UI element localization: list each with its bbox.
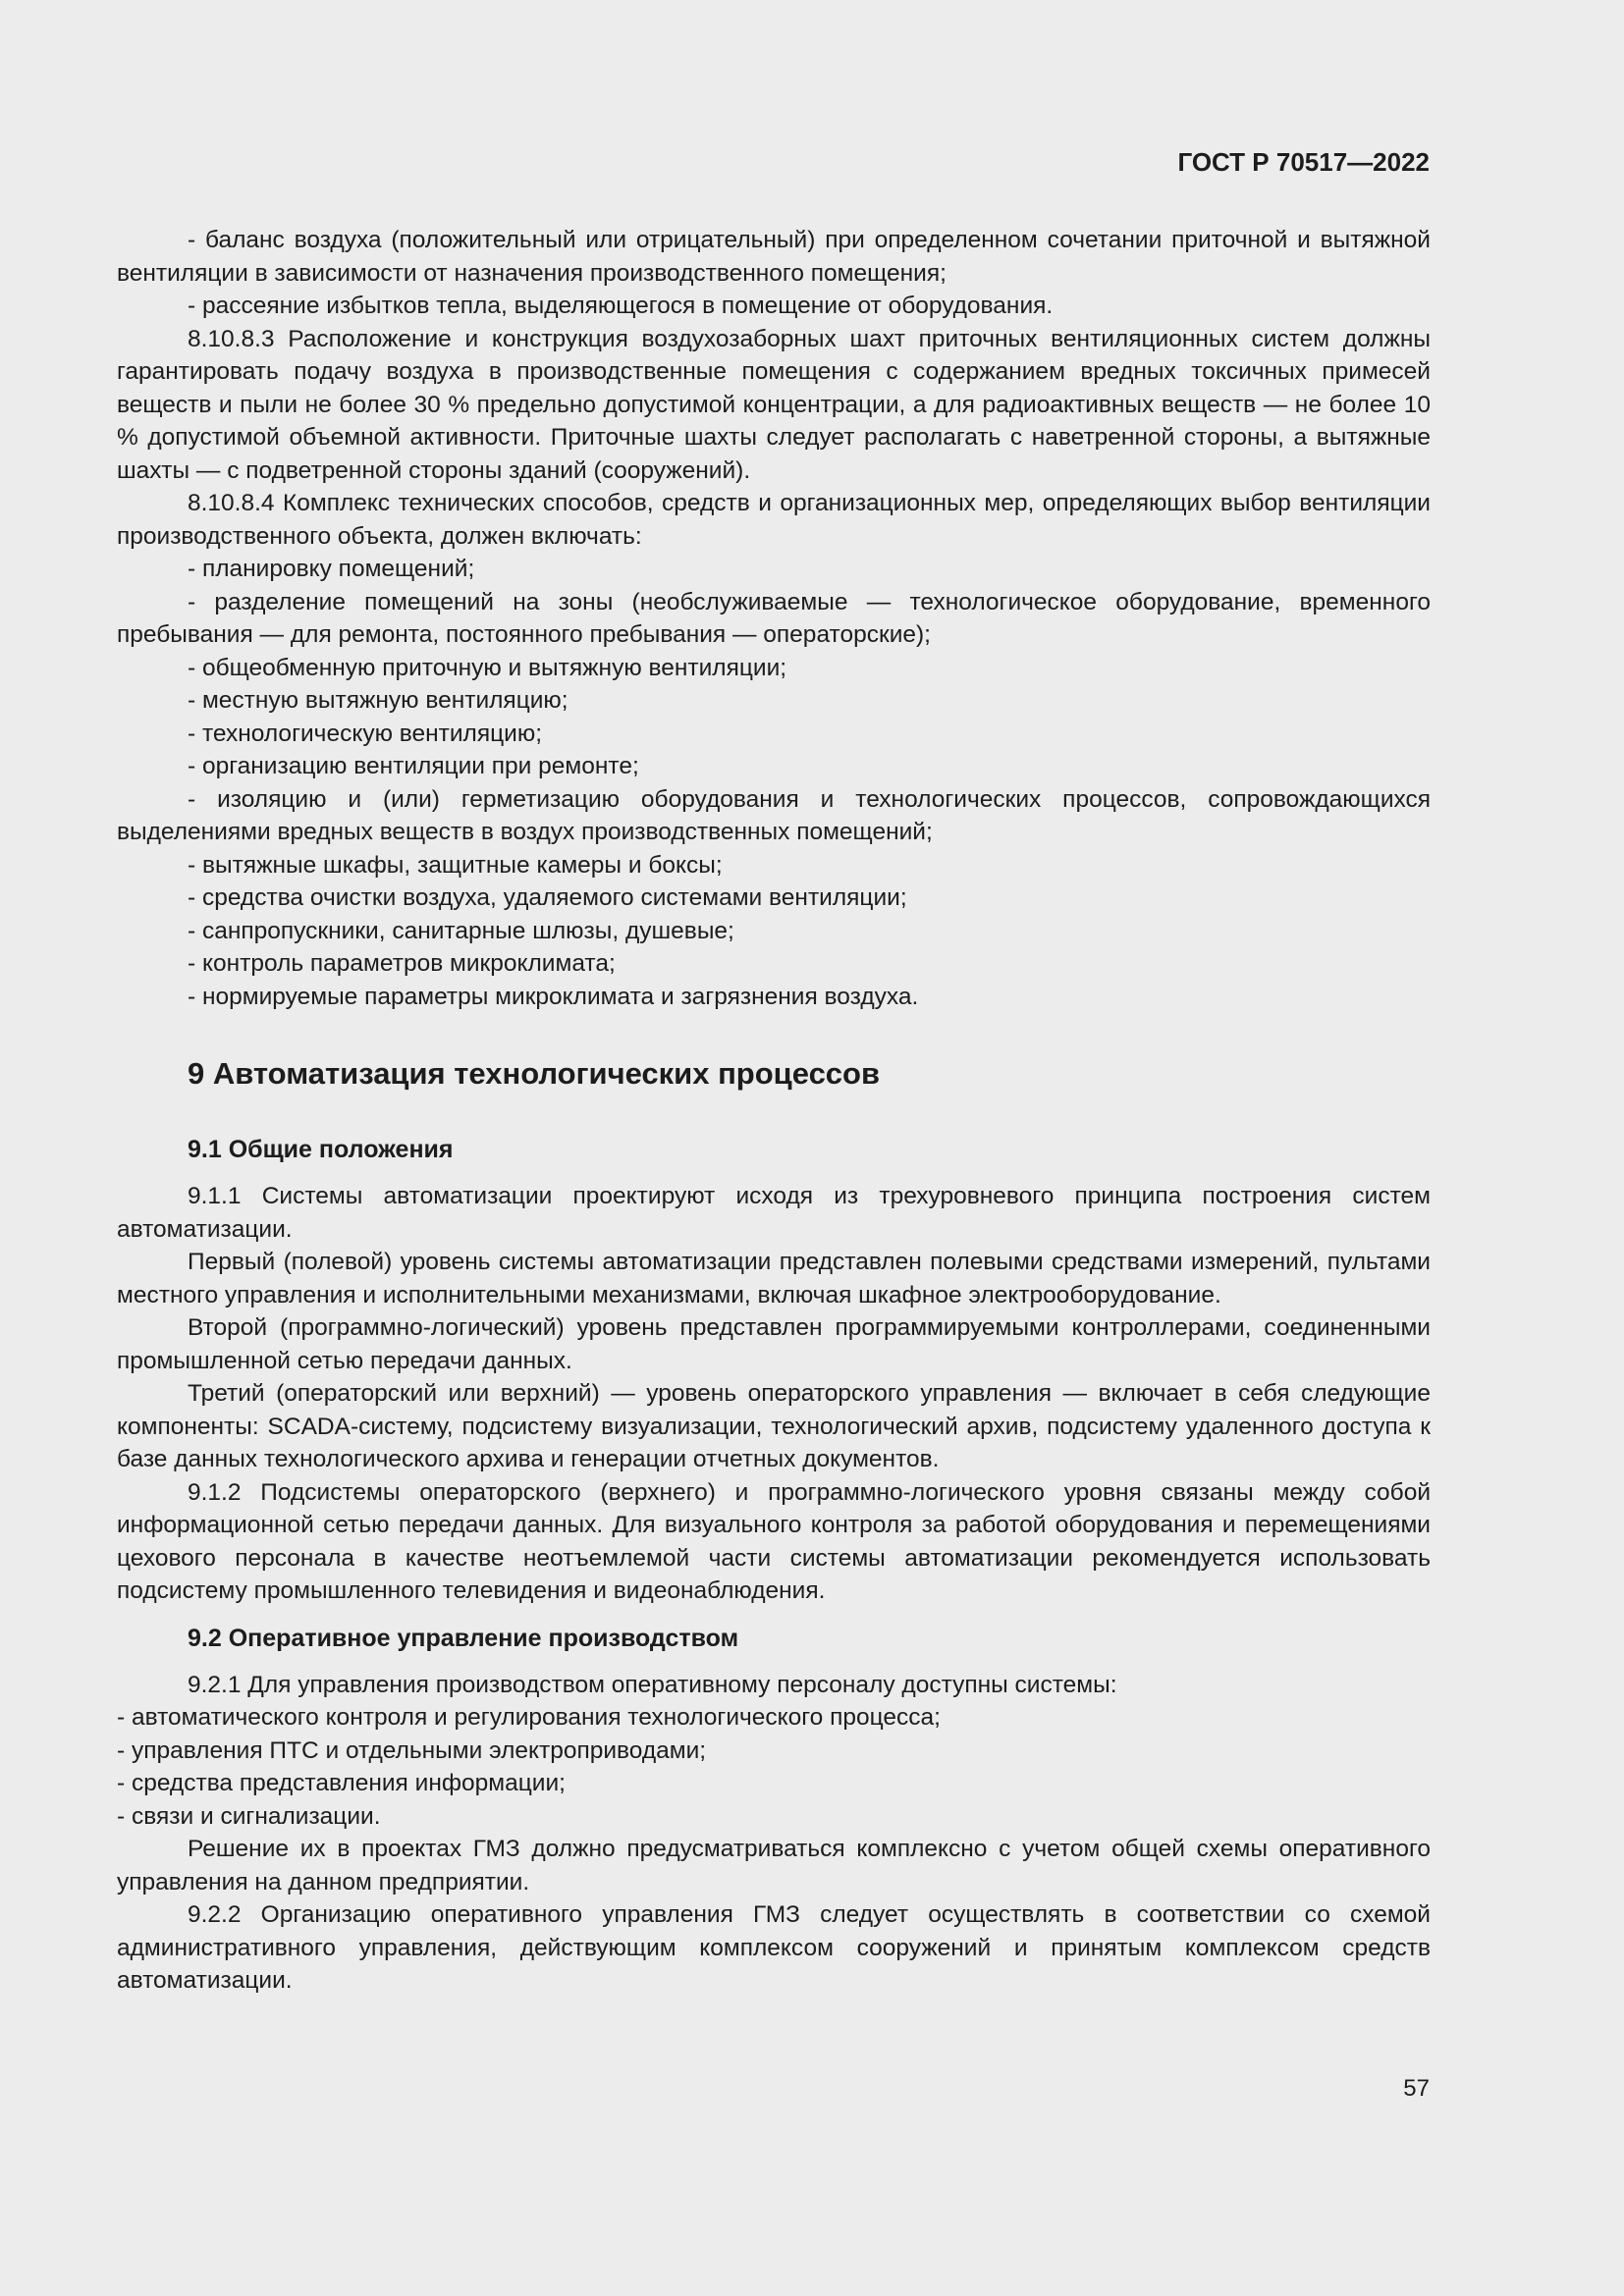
paragraph: Второй (программно-логический) уровень представлен программируемыми контроллерами, соединенными промышленной сетью передачи данных.: [117, 1314, 1431, 1374]
list-item: - вытяжные шкафы, защитные камеры и боксы;: [188, 851, 723, 879]
paragraph: - баланс воздуха (положительный или отрицательный) при определенном сочетании приточной и вытяжной вентиляции в зависимости от назначения производственного помещения;: [117, 227, 1431, 287]
paragraph: 9.1.2 Подсистемы операторского (верхнего) и программно-логического уровня связаны между собой информационной сетью передачи данных. Для визуального контроля за работой оборудования и перемещениями цехового персонала в качестве неотъемлемой части системы автоматизации рекомендуется использовать подсистему промышленного телевидения и видеонаблюдения.: [117, 1478, 1431, 1604]
list-item: - организацию вентиляции при ремонте;: [188, 753, 639, 779]
paragraph: Третий (операторский или верхний) — уровень операторского управления — включает в себя следующие компоненты: SCADA-систему, подсистему визуализации, технологический архив, подсистему удаленного доступа к базе данных технологического архива и генерации отчетных документов.: [117, 1380, 1431, 1472]
paragraph: 8.10.8.4 Комплекс технических способов, средств и организационных мер, определяющих выбор вентиляции производственного объекта, должен включать:: [117, 490, 1431, 550]
list-item: - изоляцию и (или) герметизацию оборудования и технологических процессов, сопровождающихся выделениями вредных веществ в воздух производственных помещений;: [117, 785, 1431, 845]
list-item: - контроль параметров микроклимата;: [188, 950, 616, 977]
paragraph: Первый (полевой) уровень системы автоматизации представлен полевыми средствами измерений, пультами местного управления и исполнительными механизмами, включая шкафное электрооборудование.: [117, 1249, 1431, 1308]
subsection-heading: 9.1 Общие положения: [188, 1136, 454, 1163]
list-item: - планировку помещений;: [188, 556, 475, 582]
list-item: - санпропускники, санитарные шлюзы, душевые;: [188, 917, 734, 944]
list-item: - общеобменную приточную и вытяжную вентиляции;: [188, 654, 787, 681]
list-item: - технологическую вентиляцию;: [188, 720, 543, 747]
list-item: - средства очистки воздуха, удаляемого системами вентиляции;: [188, 884, 907, 911]
ventilation-section: [117, 224, 1431, 1013]
doc-code-header: ГОСТ Р 70517—2022: [1177, 147, 1430, 177]
page-content: [117, 224, 1431, 1998]
list-item: - управления ПТС и отдельными электроприводами;: [117, 1736, 707, 1764]
paragraph: Решение их в проектах ГМЗ должно предусматриваться комплексно с учетом общей схемы оперативного управления на данном предприятии.: [117, 1836, 1431, 1896]
subsection-heading: 9.2 Оперативное управление производством: [188, 1624, 739, 1652]
list-item: - средства представления информации;: [117, 1770, 566, 1796]
paragraph: 9.1.1 Системы автоматизации проектируют исходя из трехуровневого принципа построения систем автоматизации.: [117, 1183, 1431, 1243]
list-item: - связи и сигнализации.: [117, 1802, 381, 1830]
paragraph: 9.2.2 Организацию оперативного управления ГМЗ следует осуществлять в соответствии со схемой административного управления, действующим комплексом сооружений и принятым комплексом средств автоматизации.: [117, 1901, 1431, 1994]
list-item: - местную вытяжную вентиляцию;: [188, 687, 568, 714]
list-item: - автоматического контроля и регулирования технологического процесса;: [117, 1704, 941, 1731]
paragraph: 9.2.1 Для управления производством оперативному персоналу доступны системы:: [188, 1671, 1117, 1698]
section-heading: 9 Автоматизация технологических процессов: [188, 1056, 881, 1091]
list-item: - разделение помещений на зоны (необслуживаемые — технологическое оборудование, временного пребывания — для ремонта, постоянного пребывания — операторские);: [117, 588, 1431, 648]
operational-management: [117, 1669, 1431, 1998]
page-number: 57: [1403, 2075, 1430, 2102]
paragraph: 8.10.8.3 Расположение и конструкция воздухозаборных шахт приточных вентиляционных систем должны гарантировать подачу воздуха в производственные помещения с содержанием вредных токсичных примесей веществ и пыли не более 30 % предельно допустимой концентрации, а для радиоактивных веществ — не более 10 % допустимой объемной активности. Приточные шахты следует располагать с наветренной стороны, а вытяжные шахты — с подветренной стороны зданий (сооружений).: [117, 325, 1431, 484]
list-item: - нормируемые параметры микроклимата и загрязнения воздуха.: [188, 983, 919, 1010]
paragraph: - рассеяние избытков тепла, выделяющегося в помещение от оборудования.: [188, 293, 1054, 319]
general-provisions: [117, 1180, 1431, 1608]
